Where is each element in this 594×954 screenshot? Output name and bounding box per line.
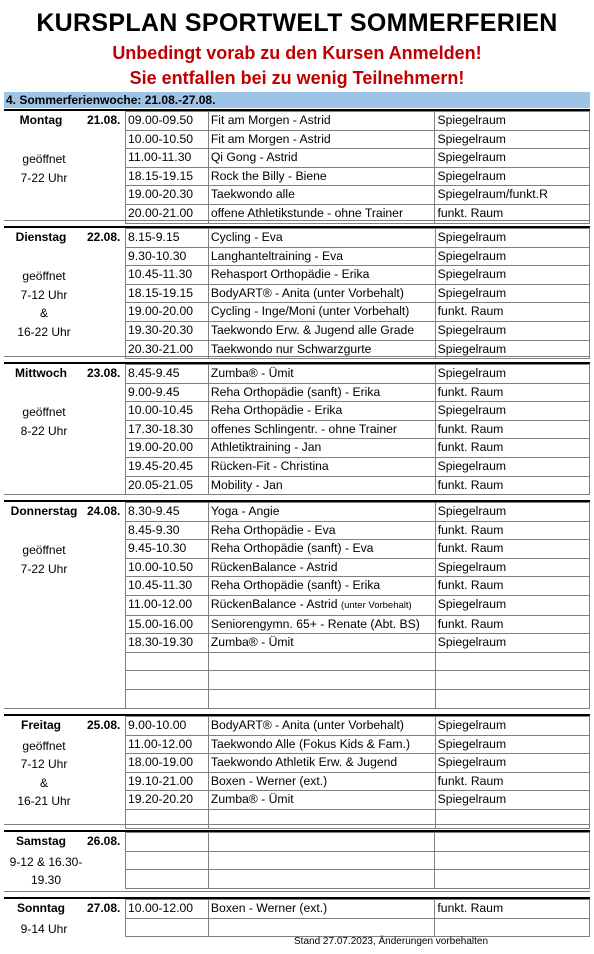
session-course-label: Taekwondo nur Schwarzgurte: [210, 341, 372, 356]
table-row: [126, 689, 590, 708]
opening-hours-line: geöffnet: [22, 405, 66, 420]
page-title: KURSPLAN SPORTWELT SOMMERFERIEN: [36, 9, 558, 37]
session-course-label: offenes Schlingentr. - ohne Trainer: [210, 421, 397, 436]
session-time: [126, 689, 209, 708]
notice-cancellation: Sie entfallen bei zu wenig Teilnehmern!: [129, 68, 465, 88]
session-room: funkt. Raum: [435, 439, 589, 458]
session-course-label: offene Athletikstunde - ohne Trainer: [210, 205, 404, 220]
session-course: [208, 457, 435, 476]
table-row: [126, 900, 590, 919]
session-time: 9.30-10.30: [126, 247, 209, 266]
session-course-label: Reha Orthopädie (sanft) - Erika: [210, 578, 381, 593]
session-room: Spiegelraum: [435, 229, 589, 248]
table-row: [126, 303, 590, 322]
opening-hours: [4, 853, 88, 890]
session-course: [208, 717, 435, 736]
day-block-freitag: [4, 714, 590, 826]
session-course-label: Zumba® - Ümit: [210, 366, 294, 380]
day-date: 22.08.: [87, 230, 121, 244]
session-room: funkt. Raum: [435, 476, 589, 495]
day-date: 25.08.: [87, 718, 121, 732]
session-time: 9.00-9.45: [126, 383, 209, 402]
session-room: Spiegelraum: [435, 457, 589, 476]
table-row: [126, 167, 590, 186]
day-name: Dienstag: [15, 230, 67, 244]
session-time: [126, 809, 209, 828]
session-course: [208, 365, 435, 384]
session-time: [126, 851, 209, 870]
sessions-table: [125, 228, 590, 359]
sessions-table: [125, 899, 590, 937]
session-room: [435, 918, 590, 937]
session-course: [208, 130, 435, 149]
session-course-label: Cycling - Eva: [210, 230, 283, 244]
day-block-mittwoch: [4, 362, 590, 492]
session-room: Spiegelraum: [435, 247, 589, 266]
section-divider: [4, 891, 590, 892]
section-divider: [4, 220, 590, 221]
table-row: [126, 615, 590, 634]
session-course: [208, 870, 435, 889]
table-row: [126, 402, 590, 421]
session-time: 11.00-11.30: [126, 149, 209, 168]
session-time: 20.30-21.00: [126, 340, 209, 359]
day-date: 27.08.: [87, 901, 121, 915]
session-course: [208, 284, 435, 303]
session-course-label: Taekwondo Erw. & Jugend alle Grade: [210, 322, 415, 337]
session-room: Spiegelraum: [435, 321, 589, 340]
session-course: [208, 247, 435, 266]
session-room: Spiegelraum: [435, 791, 589, 810]
opening-hours-line: 19.30: [30, 873, 62, 888]
session-course-label: Rücken-Fit - Christina: [210, 458, 329, 473]
session-time: 18.30-19.30: [126, 634, 209, 653]
day-block-samstag: [4, 830, 590, 886]
session-room: [435, 833, 590, 852]
session-course: [208, 671, 435, 690]
session-room: Spiegelraum: [435, 735, 589, 754]
session-course: [208, 900, 434, 919]
session-room: funkt. Raum: [435, 521, 589, 540]
session-course-label: Mobility - Jan: [210, 477, 283, 492]
session-time: 11.00-12.00: [126, 735, 209, 754]
session-room: Spiegelraum: [435, 717, 589, 736]
session-course-label: Seniorengymn. 65+ - Renate (Abt. BS): [210, 616, 420, 631]
session-course-label: Taekwondo alle: [210, 187, 295, 202]
opening-hours-line: 9-12 & 16.30-: [9, 854, 83, 869]
table-row: [126, 476, 590, 495]
session-time: 09.00-09.50: [126, 112, 209, 131]
session-course-label: BodyART® - Anita (unter Vorbehalt): [210, 718, 404, 732]
session-time: 15.00-16.00: [126, 615, 209, 634]
opening-hours: [4, 920, 84, 939]
opening-hours-line: 7-22 Uhr: [20, 561, 68, 576]
table-row: [126, 918, 590, 937]
session-time: 19.20-20.20: [126, 791, 209, 810]
table-row: [126, 809, 590, 828]
opening-hours-line: geöffnet: [22, 543, 66, 558]
session-room: funkt. Raum: [435, 540, 589, 559]
session-course-label: Taekwondo Athletik Erw. & Jugend: [210, 755, 398, 770]
session-course: [208, 321, 435, 340]
session-course: [208, 595, 435, 615]
opening-hours: [4, 541, 84, 578]
session-time: 18.15-19.15: [126, 167, 209, 186]
session-time: 19.00-20.30: [126, 186, 209, 205]
sessions-table: [125, 716, 590, 829]
session-course: [208, 558, 435, 577]
session-room: Spiegelraum: [435, 754, 589, 773]
table-row: [126, 791, 590, 810]
opening-hours: [4, 267, 84, 341]
session-course-label: Fit am Morgen - Astrid: [210, 131, 331, 146]
session-course-label: Reha Orthopädie - Eva: [210, 522, 336, 537]
opening-hours-line: geöffnet: [22, 152, 66, 167]
session-room: Spiegelraum: [435, 266, 589, 285]
table-row: [126, 186, 590, 205]
session-room: funkt. Raum: [435, 900, 590, 919]
session-course: [208, 186, 435, 205]
session-room: [435, 809, 589, 828]
day-name: Mittwoch: [15, 366, 67, 380]
table-row: [126, 266, 590, 285]
session-room: Spiegelraum: [435, 284, 589, 303]
table-row: [126, 735, 590, 754]
session-course-label: Boxen - Werner (ext.): [210, 901, 328, 915]
day-date: 23.08.: [87, 366, 121, 380]
table-row: [126, 634, 590, 653]
session-course: [208, 918, 434, 937]
section-divider: [4, 494, 590, 495]
opening-hours: [4, 150, 84, 187]
session-room: funkt. Raum: [435, 303, 589, 322]
session-course: [208, 577, 435, 596]
session-course-label: BodyART® - Anita (unter Vorbehalt): [210, 285, 404, 300]
session-room: Spiegelraum: [435, 634, 589, 653]
session-time: 8.30-9.45: [126, 503, 209, 522]
session-course: [208, 833, 435, 852]
session-time: 19.00-20.00: [126, 439, 209, 458]
section-divider: [4, 824, 590, 825]
session-course: [208, 303, 435, 322]
session-course-label: Athletiktraining - Jan: [210, 440, 322, 455]
session-time: 9.00-10.00: [126, 717, 209, 736]
day-date: 24.08.: [87, 504, 121, 518]
session-course: [208, 809, 435, 828]
session-room: funkt. Raum: [435, 420, 589, 439]
session-course-label: Reha Orthopädie - Erika: [210, 403, 343, 418]
week-header: 4. Sommerferienwoche: 21.08.-27.08.: [4, 92, 590, 108]
session-room: Spiegelraum: [435, 167, 590, 186]
table-row: [126, 247, 590, 266]
opening-hours-line: 16-21 Uhr: [17, 794, 71, 809]
opening-hours: [4, 403, 84, 440]
table-row: [126, 284, 590, 303]
session-time: 10.00-10.50: [126, 130, 209, 149]
session-course: [208, 149, 435, 168]
session-room: [435, 671, 589, 690]
session-course: [208, 439, 435, 458]
session-room: Spiegelraum: [435, 365, 589, 384]
notice-registration: Unbedingt vorab zu den Kursen Anmelden!: [112, 43, 482, 63]
opening-hours-line: 7-12 Uhr: [20, 757, 68, 772]
session-room: [435, 851, 590, 870]
session-time: 8.45-9.30: [126, 521, 209, 540]
session-time: 20.00-21.00: [126, 204, 209, 223]
opening-hours-line: &: [39, 775, 48, 790]
table-row: [126, 833, 590, 852]
session-course-note: (unter Vorbehalt): [340, 599, 412, 611]
sessions-table: [125, 364, 590, 495]
session-course-label: Taekwondo Alle (Fokus Kids & Fam.): [210, 736, 411, 751]
table-row: [126, 521, 590, 540]
session-course-label: Langhanteltraining - Eva: [210, 248, 343, 263]
session-course: [208, 420, 435, 439]
opening-hours: [4, 737, 84, 811]
session-course-label: Qi Gong - Astrid: [210, 150, 298, 165]
opening-hours-line: 16-22 Uhr: [17, 324, 71, 339]
table-row: [126, 717, 590, 736]
session-course-label: RückenBalance - Astrid: [210, 559, 338, 574]
session-time: 10.00-10.50: [126, 558, 209, 577]
session-course-label: Zumba® - Ümit: [210, 635, 294, 650]
table-row: [126, 383, 590, 402]
session-time: 19.45-20.45: [126, 457, 209, 476]
session-time: [126, 918, 209, 937]
session-time: 10.00-10.45: [126, 402, 209, 421]
session-course: [208, 634, 435, 653]
session-course: [208, 754, 435, 773]
session-course: [208, 383, 435, 402]
table-row: [126, 671, 590, 690]
opening-hours-line: geöffnet: [22, 269, 66, 284]
session-course-label: Cycling - Inge/Moni (unter Vorbehalt): [210, 304, 410, 319]
table-row: [126, 321, 590, 340]
session-time: [126, 671, 209, 690]
session-course: [208, 652, 435, 671]
session-course: [208, 112, 435, 131]
session-room: Spiegelraum: [435, 558, 589, 577]
session-course: [208, 521, 435, 540]
session-course: [208, 735, 435, 754]
table-row: [126, 130, 590, 149]
footer-stand: Stand 27.07.2023, Änderungen vorbehalten: [294, 936, 489, 947]
session-course: [208, 229, 435, 248]
session-course-label: Boxen - Werner (ext.): [210, 773, 328, 788]
session-time: 8.45-9.45: [126, 365, 209, 384]
table-row: [126, 149, 590, 168]
opening-hours-line: 7-12 Uhr: [20, 287, 68, 302]
day-date: 26.08.: [87, 834, 121, 848]
session-room: funkt. Raum: [435, 204, 590, 223]
session-course-label: Rock the Billy - Biene: [210, 168, 327, 183]
day-name: Samstag: [15, 834, 67, 848]
session-time: 19.30-20.30: [126, 321, 209, 340]
session-course-label: Reha Orthopädie (sanft) - Erika: [210, 384, 381, 399]
session-course: [208, 266, 435, 285]
opening-hours-line: &: [39, 306, 48, 321]
sessions-table: [125, 832, 590, 889]
session-course: [208, 791, 435, 810]
day-block-montag: [4, 109, 590, 221]
table-row: [126, 652, 590, 671]
day-block-sonntag: [4, 897, 590, 934]
session-course-label: Yoga - Angie: [210, 504, 280, 518]
session-time: 18.00-19.00: [126, 754, 209, 773]
session-time: 9.45-10.30: [126, 540, 209, 559]
session-course: [208, 540, 435, 559]
session-room: [435, 870, 590, 889]
table-row: [126, 503, 590, 522]
table-row: [126, 851, 590, 870]
session-course: [208, 851, 435, 870]
session-time: 11.00-12.00: [126, 595, 209, 615]
session-time: 19.00-20.00: [126, 303, 209, 322]
section-divider: [4, 356, 590, 357]
table-row: [126, 595, 590, 615]
table-row: [126, 229, 590, 248]
session-time: 10.45-11.30: [126, 577, 209, 596]
table-row: [126, 558, 590, 577]
day-block-dienstag: [4, 226, 590, 356]
session-time: 20.05-21.05: [126, 476, 209, 495]
opening-hours-line: 7-22 Uhr: [20, 170, 68, 185]
sessions-table: [125, 502, 590, 709]
table-row: [126, 365, 590, 384]
session-time: 19.10-21.00: [126, 772, 209, 791]
section-divider: [4, 708, 590, 709]
session-course-label: RückenBalance - Astrid: [210, 596, 338, 611]
opening-hours-line: geöffnet: [22, 738, 66, 753]
table-row: [126, 870, 590, 889]
session-time: 18.15-19.15: [126, 284, 209, 303]
session-room: Spiegelraum: [435, 503, 589, 522]
table-row: [126, 577, 590, 596]
session-room: funkt. Raum: [435, 772, 589, 791]
day-name: Freitag: [20, 718, 61, 732]
day-name: Sonntag: [17, 901, 65, 915]
session-course-label: Zumba® - Ümit: [210, 792, 294, 807]
session-room: Spiegelraum/funkt.R: [435, 186, 590, 205]
table-row: [126, 772, 590, 791]
day-name: Donnerstag: [10, 504, 78, 518]
table-row: [126, 439, 590, 458]
table-row: [126, 540, 590, 559]
sessions-table: [125, 111, 590, 224]
opening-hours-line: 8-22 Uhr: [20, 423, 68, 438]
session-course-label: Fit am Morgen - Astrid: [210, 113, 331, 127]
session-time: [126, 870, 209, 889]
session-room: funkt. Raum: [435, 383, 589, 402]
session-time: 10.45-11.30: [126, 266, 209, 285]
day-block-donnerstag: [4, 500, 590, 705]
session-room: Spiegelraum: [435, 130, 590, 149]
session-room: Spiegelraum: [435, 402, 589, 421]
opening-hours-line: 9-14 Uhr: [20, 921, 68, 936]
session-course-label: Rehasport Orthopädie - Erika: [210, 267, 370, 282]
day-name: Montag: [19, 113, 63, 127]
session-time: 8.15-9.15: [126, 229, 209, 248]
session-course: [208, 402, 435, 421]
session-time: [126, 652, 209, 671]
table-row: [126, 754, 590, 773]
session-course: [208, 689, 435, 708]
session-room: funkt. Raum: [435, 615, 589, 634]
session-course: [208, 772, 435, 791]
day-date: 21.08.: [87, 113, 121, 127]
session-room: [435, 689, 589, 708]
session-time: [126, 833, 209, 852]
session-room: Spiegelraum: [435, 340, 589, 359]
table-row: [126, 420, 590, 439]
session-room: Spiegelraum: [435, 112, 590, 131]
session-course: [208, 503, 435, 522]
session-course-label: Reha Orthopädie (sanft) - Eva: [210, 541, 374, 556]
session-course: [208, 615, 435, 634]
session-room: [435, 652, 589, 671]
table-row: [126, 112, 590, 131]
session-room: Spiegelraum: [435, 595, 589, 615]
session-room: Spiegelraum: [435, 149, 590, 168]
session-room: funkt. Raum: [435, 577, 589, 596]
session-time: 17.30-18.30: [126, 420, 209, 439]
table-row: [126, 457, 590, 476]
session-time: 10.00-12.00: [126, 900, 209, 919]
session-course: [208, 476, 435, 495]
session-course: [208, 167, 435, 186]
